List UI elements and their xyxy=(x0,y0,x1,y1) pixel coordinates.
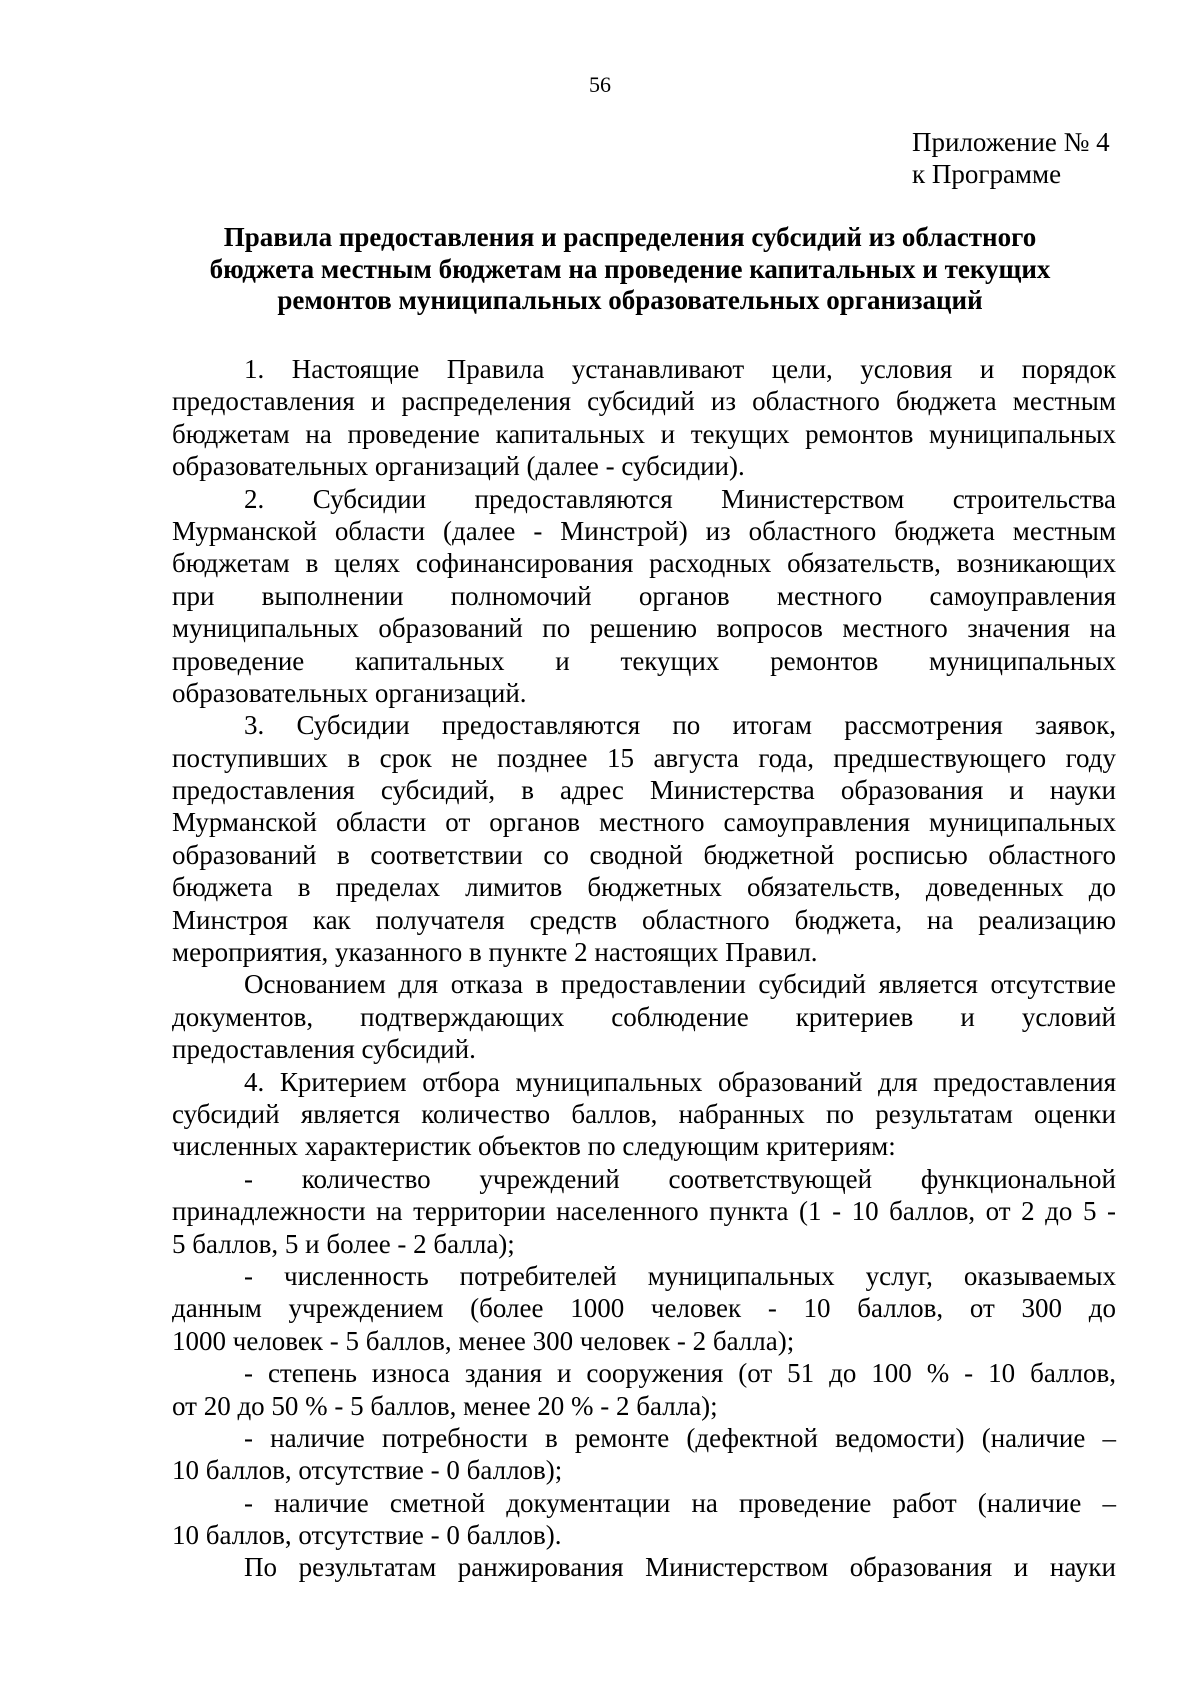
body-line: проведение капитальных и текущих ремонтов муниципальных xyxy=(172,645,1116,676)
title-line-3: ремонтов муниципальных образовательных организаций xyxy=(277,285,983,315)
body-line: образовательных организаций (далее - субсидии). xyxy=(172,451,745,482)
annex-line-1: Приложение № 4 xyxy=(912,127,1110,157)
document-title xyxy=(160,222,1100,317)
annex-reference xyxy=(912,126,1110,190)
body-line: при выполнении полномочий органов местного самоуправления xyxy=(172,580,1116,611)
body-line: предоставления субсидий, в адрес Министерства образования и науки xyxy=(172,775,1116,806)
body-line: документов, подтверждающих соблюдение критериев и условий xyxy=(172,1001,1116,1032)
body-line: предоставления субсидий. xyxy=(172,1034,476,1065)
body-line: Мурманской области (далее - Минстрой) из областного бюджета местным xyxy=(172,515,1116,546)
body-line: 5 баллов, 5 и более - 2 балла); xyxy=(172,1228,515,1259)
body-line: принадлежности на территории населенного пункта (1 - 10 баллов, от 2 до 5 - xyxy=(172,1196,1116,1227)
body-line: 1. Настоящие Правила устанавливают цели, условия и порядок xyxy=(244,354,1116,384)
body-line: поступивших в срок не позднее 15 августа года, предшествующего году xyxy=(172,742,1116,773)
body-line: данным учреждением (более 1000 человек - 10 баллов, от 300 до xyxy=(172,1293,1116,1324)
body-line: бюджета в пределах лимитов бюджетных обязательств, доведенных до xyxy=(172,872,1116,903)
body-line: 10 баллов, отсутствие - 0 баллов). xyxy=(172,1520,562,1551)
body-line: бюджетам в целях софинансирования расходных обязательств, возникающих xyxy=(172,548,1116,579)
body-line: Минстроя как получателя средств областного бюджета, на реализацию xyxy=(172,904,1116,935)
body-line: субсидий является количество баллов, набранных по результатам оценки xyxy=(172,1098,1116,1129)
body-line: муниципальных образований по решению вопросов местного значения на xyxy=(172,613,1116,644)
page-number: 56 xyxy=(589,72,611,97)
document-body xyxy=(172,353,1116,1584)
body-line: 2. Субсидии предоставляются Министерством строительства xyxy=(244,483,1116,514)
body-line: 3. Субсидии предоставляются по итогам рассмотрения заявок, xyxy=(244,710,1116,741)
body-line: численных характеристик объектов по следующим критериям: xyxy=(172,1131,896,1162)
criteria-item: - наличие потребности в ремонте (дефектной ведомости) (наличие – xyxy=(244,1422,1116,1453)
body-line: бюджетам на проведение капитальных и текущих ремонтов муниципальных xyxy=(172,418,1116,449)
title-line-2: бюджета местным бюджетам на проведение капитальных и текущих xyxy=(209,253,1051,284)
body-line: образований в соответствии со сводной бюджетной росписью областного xyxy=(172,839,1116,870)
criteria-item: - наличие сметной документации на проведение работ (наличие – xyxy=(244,1487,1116,1518)
body-line: Мурманской области от органов местного самоуправления муниципальных xyxy=(172,807,1116,838)
criteria-item: - численность потребителей муниципальных услуг, оказываемых xyxy=(244,1260,1116,1291)
annex-line-2: к Программе xyxy=(912,159,1062,189)
body-line: 1000 человек - 5 баллов, менее 300 человек - 2 балла); xyxy=(172,1325,795,1356)
body-line: мероприятия, указанного в пункте 2 настоящих Правил. xyxy=(172,937,818,968)
criteria-item: - количество учреждений соответствующей функциональной xyxy=(244,1163,1116,1194)
title-line-1: Правила предоставления и распределения субсидий из областного xyxy=(223,222,1037,252)
body-line: 4. Критерием отбора муниципальных образований для предоставления xyxy=(244,1066,1116,1097)
body-line: По результатам ранжирования Министерством образования и науки xyxy=(244,1552,1116,1583)
body-line: Основанием для отказа в предоставлении субсидий является отсутствие xyxy=(244,969,1116,1000)
body-line: от 20 до 50 % - 5 баллов, менее 20 % - 2 балла); xyxy=(172,1390,718,1421)
body-line: 10 баллов, отсутствие - 0 баллов); xyxy=(172,1455,563,1486)
body-line: предоставления и распределения субсидий из областного бюджета местным xyxy=(172,386,1116,417)
body-line: образовательных организаций. xyxy=(172,677,527,708)
criteria-item: - степень износа здания и сооружения (от 51 до 100 % - 10 баллов, xyxy=(244,1358,1116,1389)
